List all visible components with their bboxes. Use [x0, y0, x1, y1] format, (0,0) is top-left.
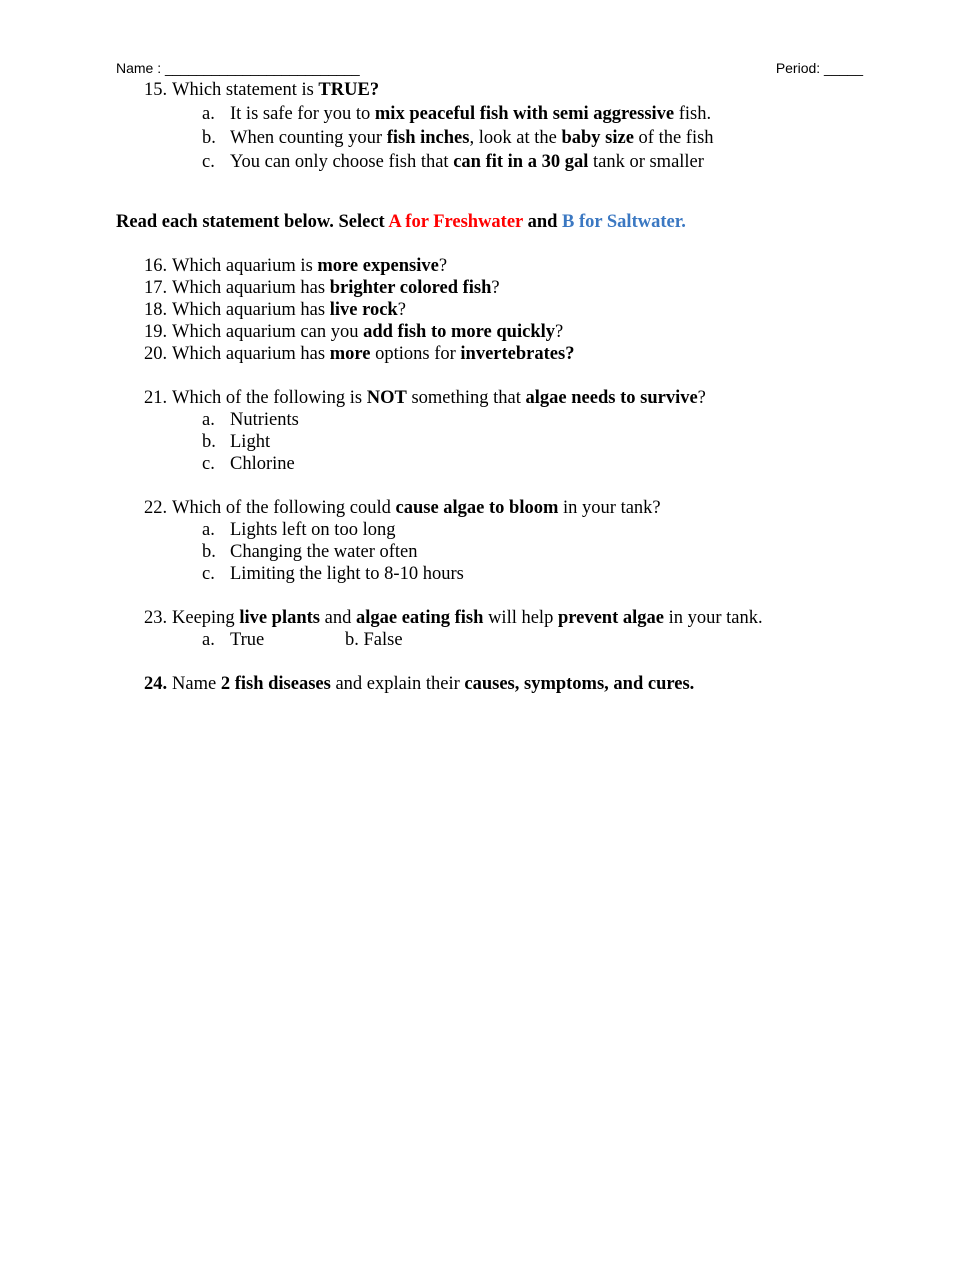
- question-text: Which aquarium can you: [172, 322, 364, 342]
- question-emphasis: more: [329, 344, 371, 364]
- question-text: ?: [555, 322, 564, 342]
- question-emphasis: NOT: [366, 388, 407, 408]
- question-18: [116, 299, 876, 321]
- option-letter: a.: [202, 630, 215, 650]
- question-text: Which aquarium has: [172, 300, 330, 320]
- question-emphasis: live plants: [239, 608, 321, 628]
- question-emphasis: add fish to more quickly: [363, 322, 555, 342]
- option-letter: b.: [202, 542, 216, 562]
- question-number: 18.: [144, 300, 168, 320]
- question-emphasis: more expensive: [317, 256, 439, 276]
- question-number: 21.: [144, 388, 168, 408]
- option-false: b. False: [345, 630, 403, 650]
- option-emphasis: mix peaceful fish with semi aggressive: [374, 104, 675, 124]
- q22-option-a: [116, 519, 876, 541]
- question-23: [116, 607, 876, 629]
- option-text: of the fish: [633, 128, 714, 148]
- question-text: and: [320, 608, 356, 628]
- question-22: [116, 497, 876, 519]
- section-instruction: [116, 211, 876, 233]
- q22-option-c: [116, 563, 876, 585]
- worksheet-content: [116, 79, 876, 695]
- question-emphasis: invertebrates?: [460, 344, 575, 364]
- option-emphasis: baby size: [561, 128, 634, 148]
- option-text: When counting your: [230, 128, 387, 148]
- question-text: ?: [491, 278, 500, 298]
- q21-option-c: [116, 453, 876, 475]
- question-text: Which statement is: [172, 80, 319, 100]
- question-text: ?: [697, 388, 706, 408]
- option-text: fish.: [674, 104, 712, 124]
- option-letter: c.: [202, 152, 215, 172]
- question-emphasis: causes, symptoms, and cures.: [464, 674, 695, 694]
- q23-options: [116, 629, 876, 651]
- option-letter: a.: [202, 104, 215, 124]
- instruction-text: Read each statement below. Select: [116, 212, 389, 232]
- option-text: tank or smaller: [588, 152, 704, 172]
- option-emphasis: can fit in a 30 gal: [453, 152, 589, 172]
- question-text: ?: [397, 300, 406, 320]
- option-text: Changing the water often: [230, 542, 418, 562]
- option-true: True: [230, 630, 265, 650]
- instruction-text: and: [522, 212, 563, 232]
- question-emphasis: algae eating fish: [355, 608, 484, 628]
- question-text: Which aquarium has: [172, 344, 330, 364]
- q22-option-b: [116, 541, 876, 563]
- option-letter: b.: [202, 128, 216, 148]
- saltwater-choice: B for Saltwater.: [562, 212, 686, 232]
- question-emphasis: TRUE?: [318, 80, 380, 100]
- option-emphasis: fish inches: [386, 128, 470, 148]
- question-text: in your tank?: [558, 498, 661, 518]
- question-emphasis: brighter colored fish: [329, 278, 492, 298]
- question-15: [116, 79, 876, 101]
- freshwater-choice: A for Freshwater: [388, 212, 523, 232]
- option-text: Nutrients: [230, 410, 299, 430]
- question-text: Name: [172, 674, 221, 694]
- question-number: 15.: [144, 80, 168, 100]
- question-text: Which of the following is: [172, 388, 367, 408]
- question-20: [116, 343, 876, 365]
- question-24: [116, 673, 876, 695]
- q15-option-a: [116, 103, 876, 125]
- q15-option-c: [116, 151, 876, 173]
- question-number: 16.: [144, 256, 168, 276]
- question-text: will help: [483, 608, 558, 628]
- question-text: Keeping: [172, 608, 240, 628]
- question-text: Which aquarium has: [172, 278, 330, 298]
- option-letter: c.: [202, 564, 215, 584]
- question-emphasis: live rock: [329, 300, 398, 320]
- period-field-label: Period: _____: [775, 60, 863, 76]
- question-21: [116, 387, 876, 409]
- option-letter: a.: [202, 520, 215, 540]
- q21-option-a: [116, 409, 876, 431]
- header: [116, 60, 863, 80]
- option-letter: c.: [202, 454, 215, 474]
- question-number: 20.: [144, 344, 168, 364]
- question-number: 19.: [144, 322, 168, 342]
- option-text: Lights left on too long: [230, 520, 396, 540]
- question-16: [116, 255, 876, 277]
- question-number: 24.: [144, 674, 168, 694]
- question-text: Which of the following could: [172, 498, 396, 518]
- option-text: You can only choose fish that: [230, 152, 454, 172]
- q21-option-b: [116, 431, 876, 453]
- option-text: Chlorine: [230, 454, 295, 474]
- question-17: [116, 277, 876, 299]
- question-number: 22.: [144, 498, 168, 518]
- question-text: Which aquarium is: [172, 256, 318, 276]
- question-emphasis: 2 fish diseases: [220, 674, 331, 694]
- question-number: 17.: [144, 278, 168, 298]
- q15-option-b: [116, 127, 876, 149]
- question-emphasis: algae needs to survive: [525, 388, 698, 408]
- question-text: something that: [406, 388, 526, 408]
- question-text: ?: [438, 256, 448, 276]
- question-emphasis: cause algae to bloom: [395, 498, 559, 518]
- question-19: [116, 321, 876, 343]
- option-text: , look at the: [469, 128, 562, 148]
- option-text: Limiting the light to 8-10 hours: [230, 564, 464, 584]
- question-text: options for: [370, 344, 461, 364]
- question-text: in your tank.: [663, 608, 763, 628]
- question-emphasis: prevent algae: [557, 608, 664, 628]
- question-number: 23.: [144, 608, 168, 628]
- question-text: and explain their: [330, 674, 465, 694]
- option-letter: b.: [202, 432, 216, 452]
- option-text: Light: [230, 432, 271, 452]
- option-text: It is safe for you to: [230, 104, 375, 124]
- option-letter: a.: [202, 410, 215, 430]
- name-field-label: Name : _________________________: [116, 60, 360, 76]
